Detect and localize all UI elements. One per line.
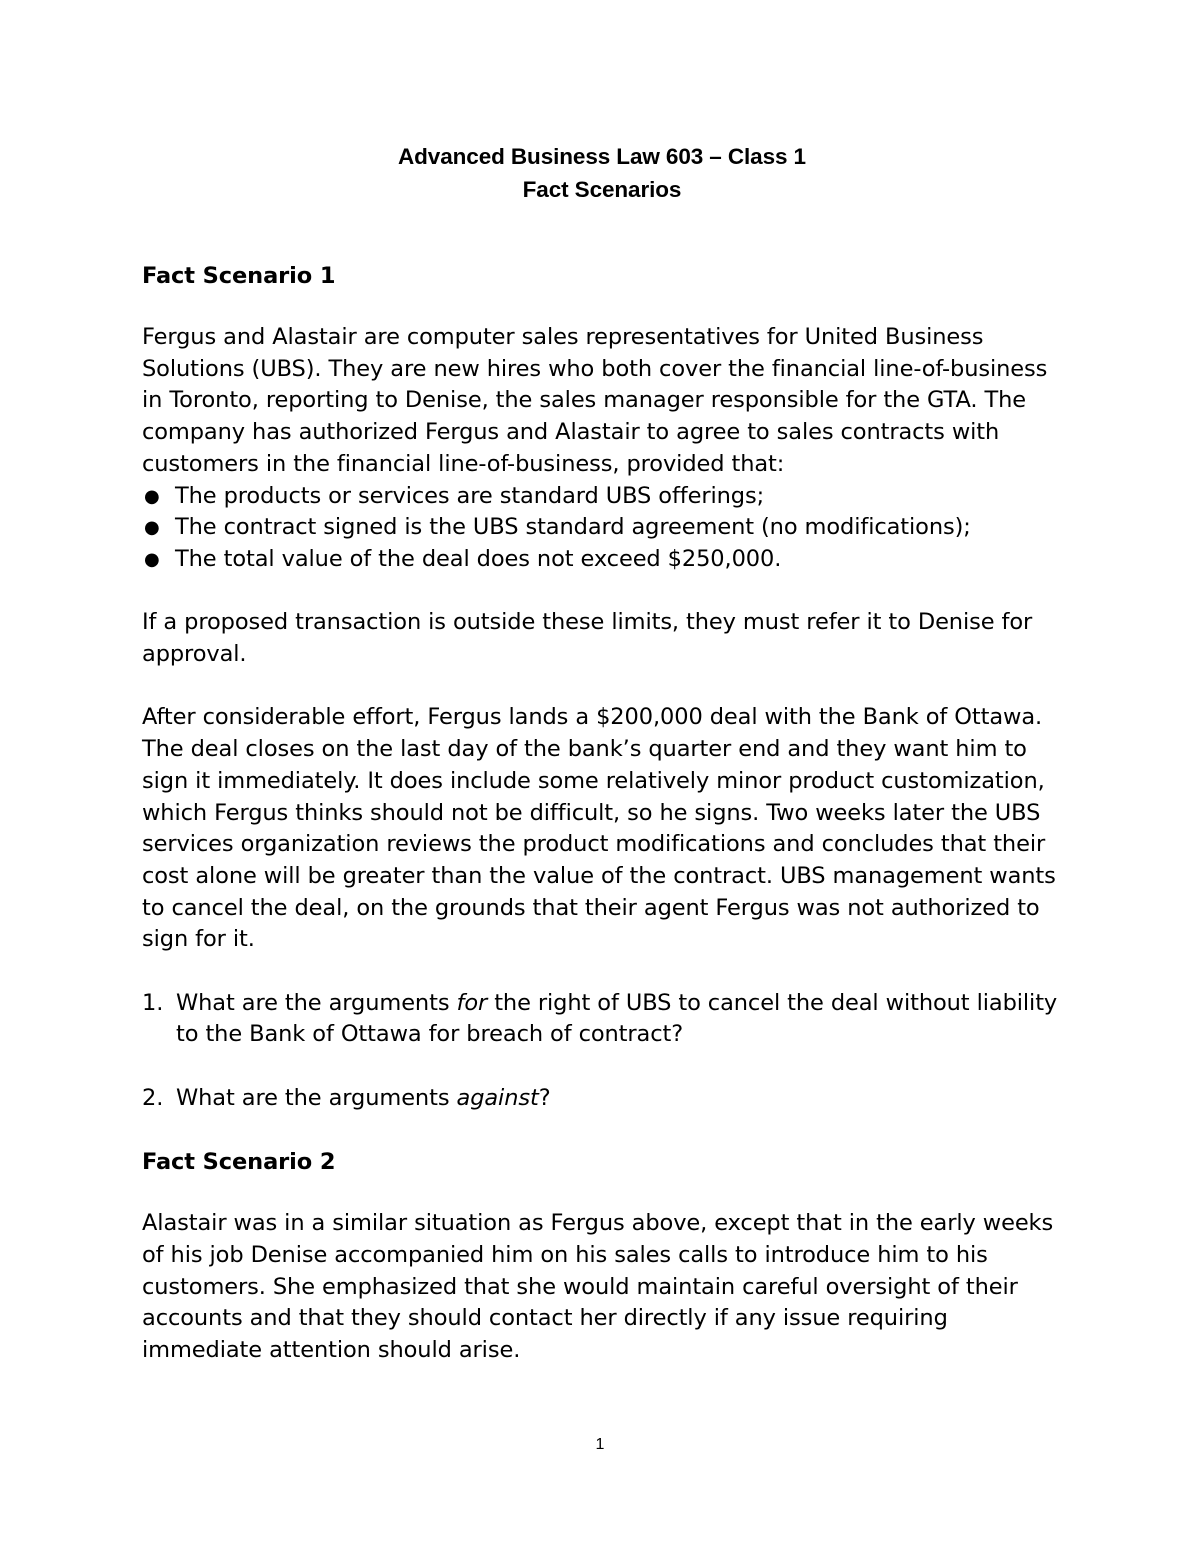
section-heading: Fact Scenario 1 (142, 263, 336, 289)
question-item (142, 1083, 1062, 1115)
question-emphasis: for (456, 989, 488, 1016)
questions-list (142, 988, 1062, 1115)
question-emphasis: against (456, 1084, 539, 1111)
fact-scenario-2 (142, 1146, 1062, 1367)
bullet-icon: ● (144, 485, 160, 507)
document-subtitle: Fact Scenarios (522, 177, 682, 202)
question-text-end: the right of UBS to cancel the deal without liability to the Bank of Ottawa for breach of contract? (176, 989, 1058, 1048)
list-item-text: The total value of the deal does not exceed $250,000. (175, 545, 782, 572)
question-item (142, 988, 1062, 1051)
bullet-icon: ● (144, 517, 160, 539)
document-header (142, 140, 1062, 206)
question-text-end: ? (538, 1084, 551, 1111)
question-text-start: What are the arguments (176, 1084, 457, 1111)
limits-paragraph: If a proposed transaction is outside these limits, they must refer it to Denise for approval. (142, 609, 1033, 668)
question-number: 1. (142, 989, 164, 1016)
question-text-start: What are the arguments (176, 989, 457, 1016)
section-heading: Fact Scenario 2 (142, 1149, 336, 1176)
list-item-text: The products or services are standard UBS offerings; (175, 482, 765, 509)
facts-paragraph: After considerable effort, Fergus lands a $200,000 deal with the Bank of Ottawa. The deal closes on the last day of the bank’s quarter end and they want him to sign it immediately. It does include some relatively minor product customization, which Fergus thinks should not be difficult, so he signs. Two weeks later the UBS services organization reviews the product modifications and concludes that their cost alone will be greater than the value of the contract. UBS management wants to cancel the deal, on the grounds that their agent Fergus was not authorized to sign for it. (142, 704, 1056, 953)
list-item (142, 512, 1062, 544)
scenario2-paragraph: Alastair was in a similar situation as Fergus above, except that in the early weeks of his job Denise accompanied him on his sales calls to introduce him to his customers. She emphasized that she would maintain careful oversight of their accounts and that they should contact her directly if any issue requiring immediate attention should arise. (142, 1210, 1054, 1364)
page-number: 1 (595, 1436, 605, 1453)
document-title: Advanced Business Law 603 – Class 1 (398, 144, 806, 169)
document-page (142, 140, 1062, 1367)
list-item (142, 544, 1062, 576)
bullet-icon: ● (144, 548, 160, 570)
question-number: 2. (142, 1084, 164, 1111)
list-item-text: The contract signed is the UBS standard agreement (no modifications); (175, 514, 971, 541)
list-item (142, 481, 1062, 513)
scenario-intro-paragraph: Fergus and Alastair are computer sales representatives for United Business Solutions (UBS). They are new hires who both cover the financial line-of-business in Toronto, reporting to Denise, the sales manager responsible for the GTA. The company has authorized Fergus and Alastair to agree to sales contracts with customers in the financial line-of-business, provided that: (142, 324, 1048, 477)
fact-scenario-1 (142, 260, 1062, 1115)
authorization-conditions-list (142, 481, 1062, 576)
